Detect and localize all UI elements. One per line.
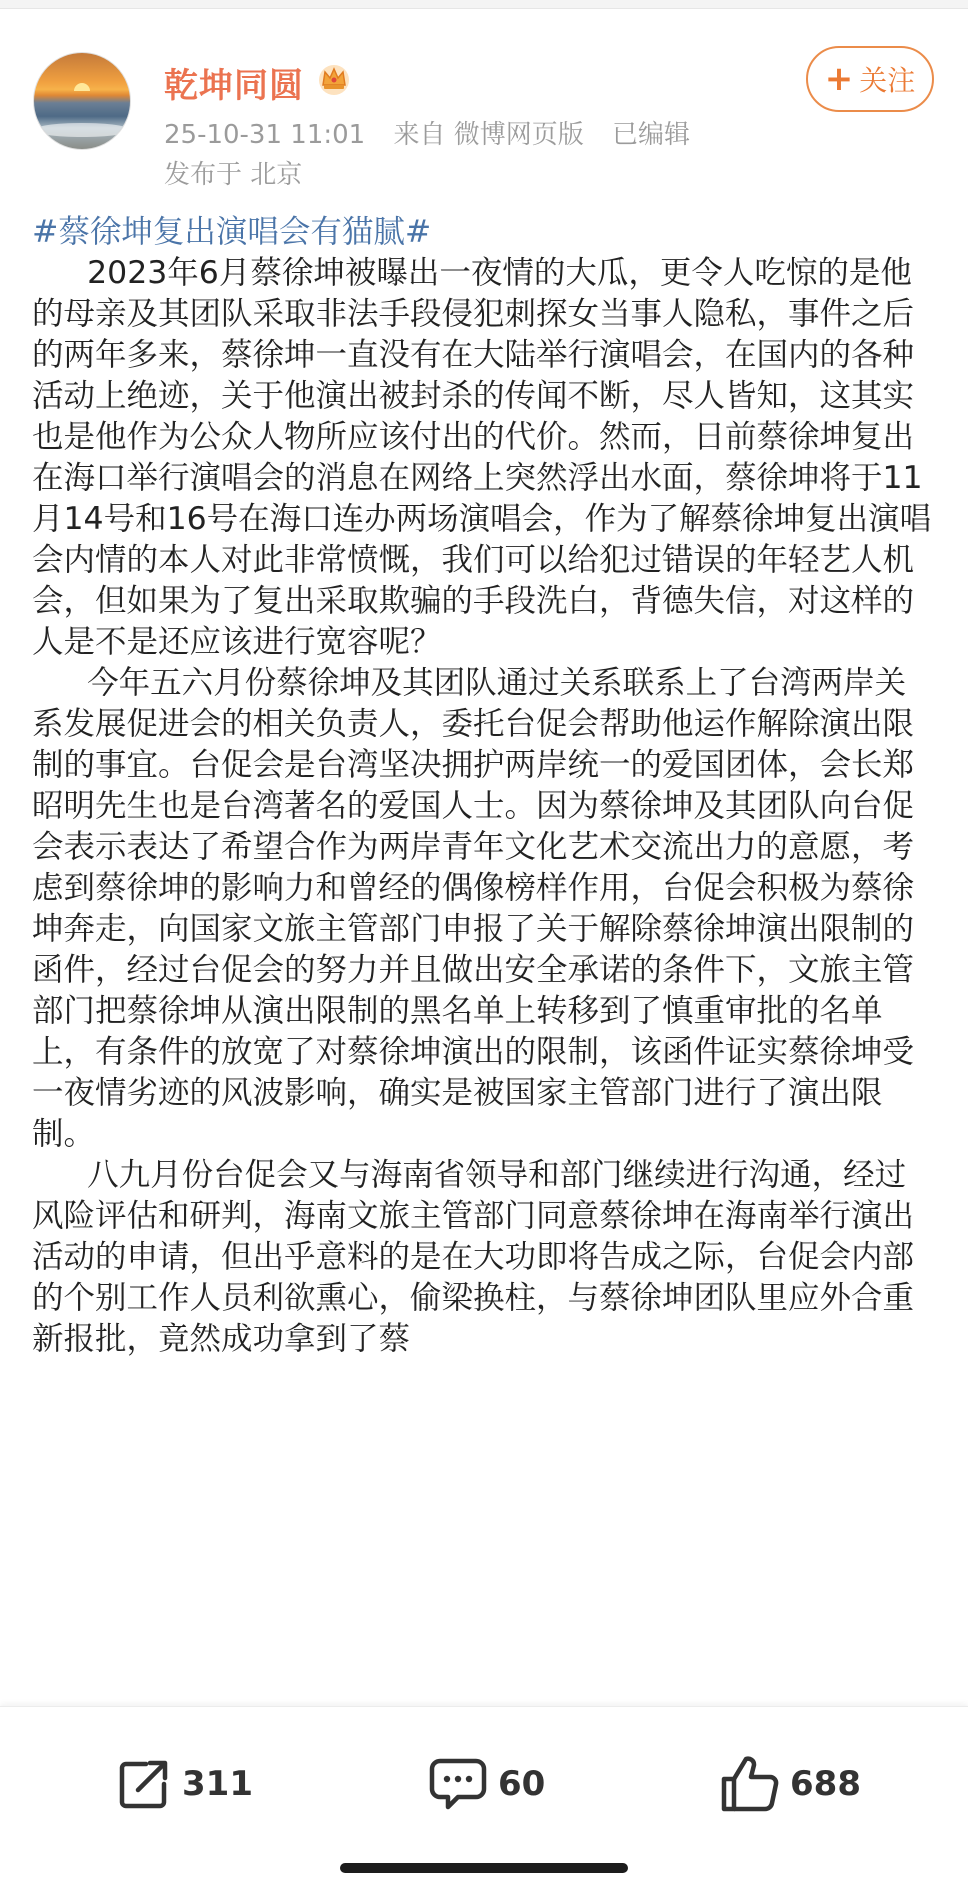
repost-icon <box>116 1756 172 1812</box>
avatar[interactable] <box>33 52 131 150</box>
comment-button[interactable] <box>428 1749 545 1819</box>
crown-icon <box>316 60 352 96</box>
author-name[interactable]: 乾坤同圆 <box>164 66 304 106</box>
like-button[interactable] <box>718 1749 861 1819</box>
post-edited: 已编辑 <box>612 120 691 150</box>
plus-icon: + <box>824 59 854 99</box>
comment-icon <box>428 1755 488 1813</box>
top-divider <box>0 0 968 9</box>
post-source: 来自 微博网页版 <box>393 120 584 150</box>
follow-button[interactable] <box>806 46 934 112</box>
post-meta <box>164 114 710 151</box>
paragraph-2: 今年五六月份蔡徐坤及其团队通过关系联系上了台湾两岸关系发展促进会的相关负责人，委托台促会帮助他运作解除演出限制的事宜。台促会是台湾坚决拥护两岸统一的爱国团体，会长郑昭明先生也是台湾著名的爱国人士。因为蔡徐坤及其团队向台促会表示表达了希望合作为两岸青年文化艺术交流出力的意愿，考虑到蔡徐坤的影响力和曾经的偶像榜样作用，台促会积极为蔡徐坤奔走，向国家文旅主管部门申报了关于解除蔡徐坤演出限制的函件，经过台促会的努力并且做出安全承诺的条件下，文旅主管部门把蔡徐坤从演出限制的黑名单上转移到了慎重审批的名单上，有条件的放宽了对蔡徐坤演出的限制，该函件证实蔡徐坤受一夜情劣迹的风波影响，确实是被国家主管部门进行了演出限制。 <box>32 665 915 1152</box>
repost-count: 311 <box>182 1764 253 1804</box>
like-count: 688 <box>790 1764 861 1804</box>
post-location: 发布于 北京 <box>164 160 303 190</box>
home-indicator[interactable] <box>340 1863 628 1873</box>
follow-label: 关注 <box>859 64 916 97</box>
comment-count: 60 <box>498 1764 546 1804</box>
hashtag-link[interactable]: #蔡徐坤复出演唱会有猫腻# <box>32 214 432 250</box>
action-bar <box>0 1706 968 1886</box>
repost-button[interactable] <box>116 1749 253 1819</box>
post-content <box>32 212 936 1705</box>
post-header <box>0 40 968 200</box>
paragraph-3: 八九月份台促会又与海南省领导和部门继续进行沟通，经过风险评估和研判，海南文旅主管部门同意蔡徐坤在海南举行演出活动的申请，但出乎意料的是在大功即将告成之际，台促会内部的个别工作人员利欲熏心，偷梁换柱，与蔡徐坤团队里应外合重新报批，竟然成功拿到了蔡 <box>32 1157 915 1357</box>
like-icon <box>718 1753 780 1815</box>
paragraph-1: 2023年6月蔡徐坤被曝出一夜情的大瓜，更令人吃惊的是他的母亲及其团队采取非法手段侵犯刺探女当事人隐私，事件之后的两年多来，蔡徐坤一直没有在大陆举行演唱会，在国内的各种活动上绝迹，关于他演出被封杀的传闻不断，尽人皆知，这其实也是他作为公众人物所应该付出的代价。然而，日前蔡徐坤复出在海口举行演唱会的消息在网络上突然浮出水面，蔡徐坤将于11月14号和16号在海口连办两场演唱会，作为了解蔡徐坤复出演唱会内情的本人对此非常愤慨，我们可以给犯过错误的年轻艺人机会，但如果为了复出采取欺骗的手段洗白，背德失信，对这样的人是不是还应该进行宽容呢？ <box>32 255 932 660</box>
post-date: 25-10-31 11:01 <box>164 120 366 150</box>
